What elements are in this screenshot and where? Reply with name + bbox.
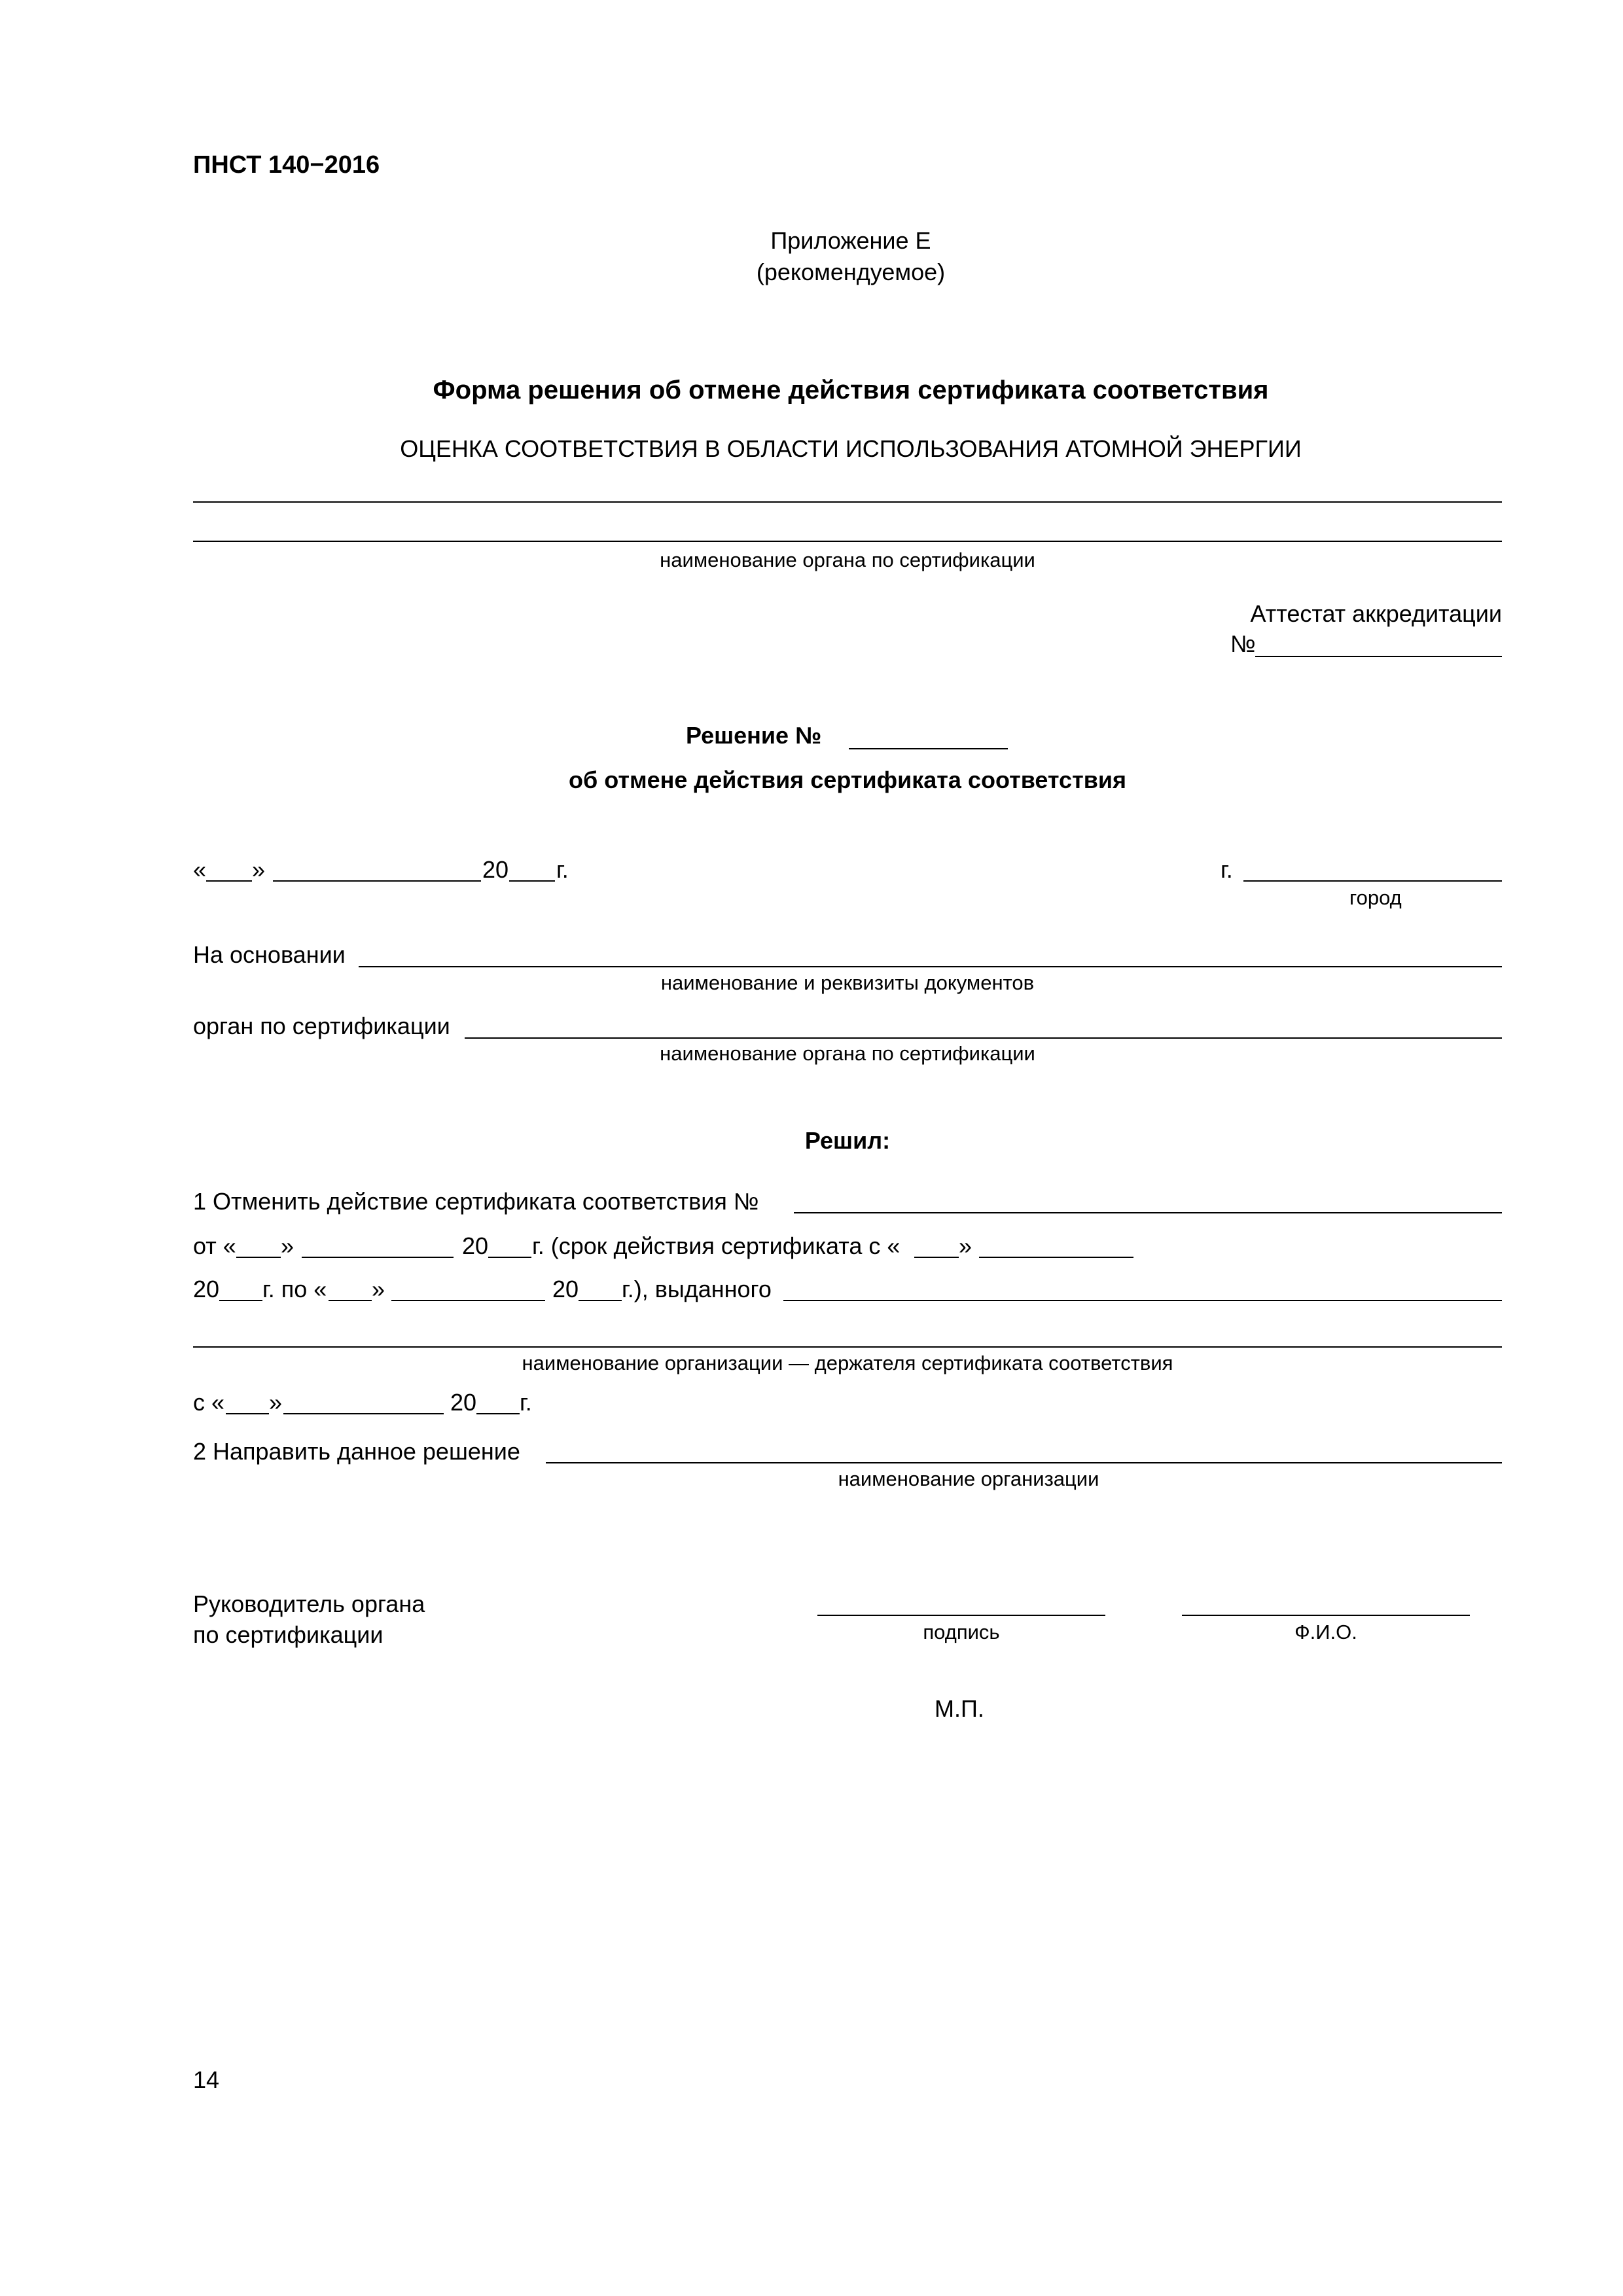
city-caption: город	[1349, 886, 1402, 909]
stamp-place: М.П.	[935, 1695, 984, 1722]
item1-from-month-line	[302, 1257, 454, 1258]
item2-caption: наименование организации	[838, 1467, 1099, 1490]
attestat-label: Аттестат аккредитации	[1250, 600, 1502, 627]
signature-caption: подпись	[923, 1621, 1000, 1643]
item1-from-year-line	[488, 1257, 531, 1258]
item1-to-day-line	[329, 1300, 372, 1301]
decision-number-line	[849, 748, 1008, 749]
date-quote-close: »	[252, 856, 266, 883]
body-name-line-2	[193, 541, 1502, 542]
decision-label: Решение №	[686, 722, 822, 749]
date-year-line	[509, 880, 555, 882]
item1-to-quote-close: »	[372, 1276, 385, 1302]
item1-holder-caption: наименование организации — держателя сертификата соответствия	[522, 1352, 1173, 1374]
item2-label: 2 Направить данное решение	[193, 1438, 520, 1465]
attestat-number-sign: №	[1230, 630, 1256, 657]
signature-line	[817, 1615, 1105, 1616]
item1-term-text: г. (срок действия сертификата с «	[532, 1232, 901, 1259]
item1-term-day-line	[914, 1257, 959, 1258]
signatory-role-line1: Руководитель органа	[193, 1590, 425, 1617]
full-name-caption: Ф.И.О.	[1294, 1621, 1357, 1643]
resolved-heading: Решил:	[804, 1127, 891, 1154]
page-number: 14	[193, 2066, 220, 2093]
item1-to-year-line	[579, 1300, 622, 1301]
item1-term-century: 20	[193, 1276, 220, 1302]
organ-line	[465, 1037, 1502, 1039]
attestat-number-line	[1255, 656, 1502, 657]
item1-since-label: с «	[193, 1389, 225, 1416]
date-year-suffix: г.	[556, 856, 569, 883]
item1-certificate-number-line	[794, 1212, 1502, 1213]
item1-issuer-line	[783, 1300, 1502, 1301]
date-quote-open: «	[193, 856, 207, 883]
item1-holder-line	[193, 1346, 1502, 1348]
organ-caption: наименование органа по сертификации	[660, 1042, 1035, 1065]
document-code: ПНСТ 140−2016	[193, 151, 380, 179]
item1-since-quote-close: »	[269, 1389, 283, 1416]
body-name-caption: наименование органа по сертификации	[660, 548, 1035, 571]
item1-issued-text: г.), выданного	[622, 1276, 772, 1302]
item1-since-month-line	[283, 1413, 444, 1414]
appendix-type: (рекомендуемое)	[756, 259, 946, 285]
date-century: 20	[482, 856, 509, 883]
city-line	[1243, 880, 1502, 882]
city-prefix: г.	[1221, 856, 1233, 883]
item1-term-year-line	[219, 1300, 262, 1301]
item1-from-label: от «	[193, 1232, 236, 1259]
item1-since-year-line	[476, 1413, 520, 1414]
form-title: Форма решения об отмене действия сертификата соответствия	[433, 376, 1269, 404]
appendix-title: Приложение Е	[770, 227, 931, 254]
item1-term-month-line	[979, 1257, 1133, 1258]
signatory-role-line2: по сертификации	[193, 1621, 383, 1648]
item1-from-quote-close: »	[281, 1232, 294, 1259]
item1-from-day-line	[236, 1257, 281, 1258]
item1-since-day-line	[226, 1413, 269, 1414]
item2-recipient-line	[546, 1462, 1502, 1463]
item1-from-century: 20	[462, 1232, 489, 1259]
item1-to-century: 20	[552, 1276, 579, 1302]
full-name-line	[1182, 1615, 1470, 1616]
basis-label: На основании	[193, 941, 346, 968]
date-month-line	[273, 880, 481, 882]
decision-subtitle: об отмене действия сертификата соответствия	[569, 766, 1126, 793]
item1-since-century: 20	[450, 1389, 477, 1416]
item1-period-to: г. по «	[262, 1276, 327, 1302]
body-name-line-1	[193, 501, 1502, 503]
item1-since-year-suffix: г.	[520, 1389, 532, 1416]
item1-to-month-line	[391, 1300, 545, 1301]
item1-term-quote-close: »	[959, 1232, 972, 1259]
basis-caption: наименование и реквизиты документов	[660, 971, 1035, 994]
basis-line	[359, 966, 1502, 967]
item1-label: 1 Отменить действие сертификата соответствия №	[193, 1188, 759, 1215]
organ-label: орган по сертификации	[193, 1013, 450, 1039]
form-subtitle: ОЦЕНКА СООТВЕТСТВИЯ В ОБЛАСТИ ИСПОЛЬЗОВАНИЯ АТОМНОЙ ЭНЕРГИИ	[400, 435, 1302, 462]
date-day-line	[206, 880, 252, 882]
